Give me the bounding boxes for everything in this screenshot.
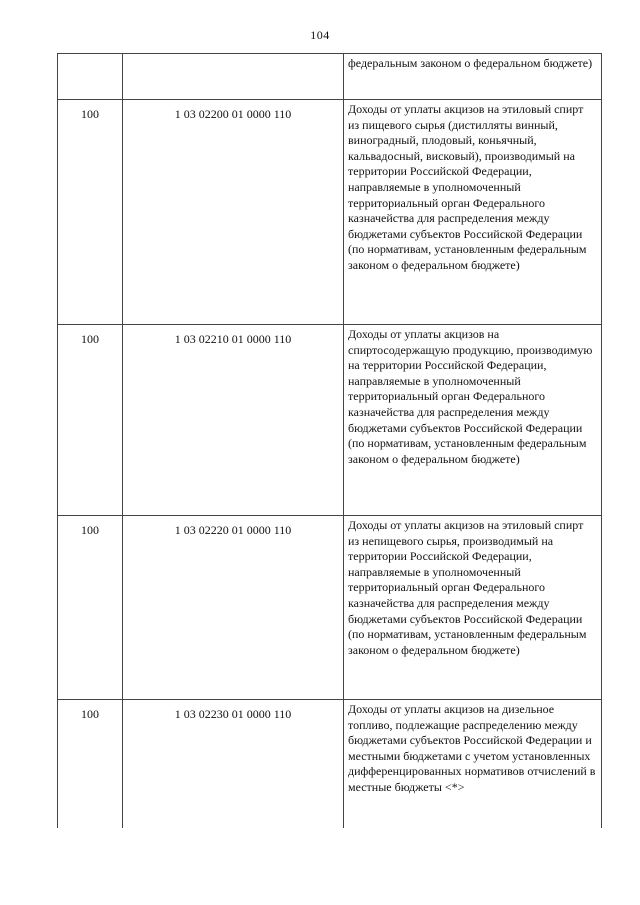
admin-code-cell: 100 <box>58 516 123 700</box>
budget-code-cell: 1 03 02220 01 0000 110 <box>123 516 344 700</box>
admin-code-cell <box>58 54 123 100</box>
budget-code-cell: 1 03 02210 01 0000 110 <box>123 325 344 516</box>
budget-code-cell: 1 03 02200 01 0000 110 <box>123 100 344 325</box>
budget-code-cell: 1 03 02230 01 0000 110 <box>123 700 344 829</box>
table-row <box>58 700 602 829</box>
description-cell: Доходы от уплаты акцизов на этиловый спирт из непищевого сырья, производимый на территории Российской Федерации, направляемые в уполномоченный территориальный орган Федерального казначейства для распределения между бюджетами субъектов Российской Федерации (по нормативам, установленным федеральным законом о федеральном бюджете) <box>344 516 602 700</box>
page-number: 104 <box>310 28 330 42</box>
table-row <box>58 516 602 700</box>
admin-code-cell: 100 <box>58 100 123 325</box>
description-cell: Доходы от уплаты акцизов на дизельное топливо, подлежащие распределению между бюджетами субъектов Российской Федерации и местными бюджетами с учетом установленных дифференцированных нормативов отчислений в местные бюджеты <*> <box>344 700 602 829</box>
description-cell: Доходы от уплаты акцизов на спиртосодержащую продукцию, производимую на территории Российской Федерации, направляемые в уполномоченный территориальный орган Федерального казначейства для распределения между бюджетами субъектов Российской Федерации (по нормативам, установленным федеральным законом о федеральном бюджете) <box>344 325 602 516</box>
revenue-classification-table <box>57 53 602 828</box>
table-row <box>58 54 602 100</box>
table-row <box>58 325 602 516</box>
description-cell: Доходы от уплаты акцизов на этиловый спирт из пищевого сырья (дистилляты винный, виноградный, плодовый, коньячный, кальвадосный, висковый), производимый на территории Российской Федерации, направляемые в уполномоченный территориальный орган Федерального казначейства для распределения между бюджетами субъектов Российской Федерации (по нормативам, установленным федеральным законом о федеральном бюджете) <box>344 100 602 325</box>
admin-code-cell: 100 <box>58 700 123 829</box>
table-row <box>58 100 602 325</box>
admin-code-cell: 100 <box>58 325 123 516</box>
description-cell: федеральным законом о федеральном бюджете) <box>344 54 602 100</box>
budget-code-cell <box>123 54 344 100</box>
